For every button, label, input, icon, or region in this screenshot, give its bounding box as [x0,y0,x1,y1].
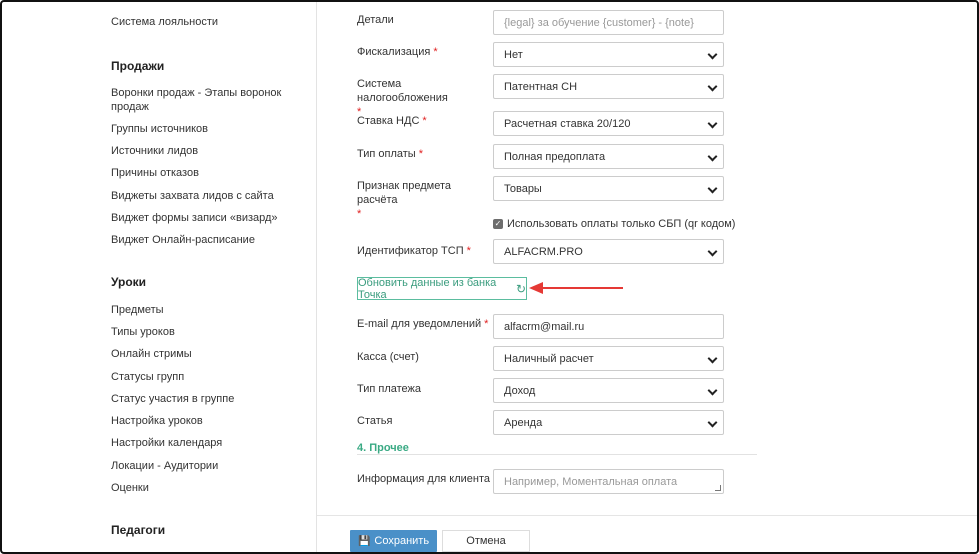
sidebar-item-grades[interactable]: Оценки [111,482,149,494]
sbp-only-checkbox[interactable]: ✓ Использовать оплаты только СБП (qr кодом) [494,218,736,230]
tsp-label: Идентификатор ТСП * [357,245,471,257]
details-label: Детали [357,14,394,26]
sidebar-item-lesson-settings[interactable]: Настройка уроков [111,415,203,427]
sidebar-section-teachers: Педагоги [111,523,166,537]
payment-type-label: Тип оплаты * [357,148,423,160]
sidebar-item-reject-reasons[interactable]: Причины отказов [111,167,199,179]
payment-type-select[interactable]: Полная предоплата [493,144,724,169]
article-label: Статья [357,415,393,427]
section-divider [357,454,757,455]
sidebar-item-subjects[interactable]: Предметы [111,304,164,316]
sidebar-item-sales-funnels[interactable]: Воронки продаж - Этапы воронок продаж [111,87,282,113]
settings-form [317,2,979,554]
sidebar-item-online-streams[interactable]: Онлайн стримы [111,348,192,360]
payment-kind-label: Тип платежа [357,383,422,395]
sidebar-item-lead-sources[interactable]: Источники лидов [111,145,199,157]
settings-sidebar [92,2,317,554]
sidebar-item-participation-status[interactable]: Статус участия в группе [111,393,235,405]
vat-select[interactable]: Расчетная ставка 20/120 [493,111,724,136]
cancel-button[interactable]: Отмена [442,530,530,552]
tax-system-select[interactable]: Патентная СН [493,74,724,99]
sidebar-item-lesson-types[interactable]: Типы уроков [111,326,175,338]
payment-kind-select[interactable]: Доход [493,378,724,403]
fiscal-select[interactable]: Нет [493,42,724,67]
save-button[interactable]: 💾 Сохранить [350,530,437,552]
sidebar-item-lead-widgets[interactable]: Виджеты захвата лидов с сайта [111,190,274,202]
section-other-title: 4. Прочее [357,442,409,454]
refresh-icon: ↻ [515,281,526,296]
resize-handle-icon[interactable] [715,485,721,491]
article-select[interactable]: Аренда [493,410,724,435]
details-input[interactable]: {legal} за обучение {customer} - {note} [493,10,724,35]
tax-system-label: Система налогообложения * [357,78,448,118]
subject-label: Признак предмета расчёта * [357,180,451,220]
sidebar-item-schedule-widget[interactable]: Виджет Онлайн-расписание [111,234,255,246]
annotation-arrow [529,281,625,295]
client-info-label: Информация для клиента [357,473,490,485]
sidebar-item-locations[interactable]: Локации - Аудитории [111,460,219,472]
vat-label: Ставка НДС * [357,115,427,127]
sidebar-section-lessons: Уроки [111,275,147,289]
subject-select[interactable]: Товары [493,176,724,201]
floppy-disk-icon: 💾 [357,535,371,547]
tsp-select[interactable]: ALFACRM.PRO [493,239,724,264]
cashbox-label: Касса (счет) [357,351,419,363]
footer-divider [317,515,979,516]
email-input[interactable]: alfacrm@mail.ru [493,314,724,339]
email-label: E-mail для уведомлений * [357,318,489,330]
checkbox-checked-icon[interactable]: ✓ [494,219,502,228]
fiscal-label: Фискализация * [357,46,438,58]
sidebar-item-source-groups[interactable]: Группы источников [111,123,208,135]
sidebar-item-wizard-widget[interactable]: Виджет формы записи «визард» [111,212,278,224]
sidebar-item-calendar-settings[interactable]: Настройки календаря [111,437,223,449]
sidebar-item-group-statuses[interactable]: Статусы групп [111,371,185,383]
sidebar-item-loyalty[interactable]: Система лояльности [111,16,218,28]
sidebar-section-sales: Продажи [111,59,165,73]
update-bank-data-button[interactable]: Обновить данные из банка Точка ↻ [358,276,526,301]
cashbox-select[interactable]: Наличный расчет [493,346,724,371]
client-info-textarea[interactable]: Например, Моментальная оплата [493,469,724,494]
